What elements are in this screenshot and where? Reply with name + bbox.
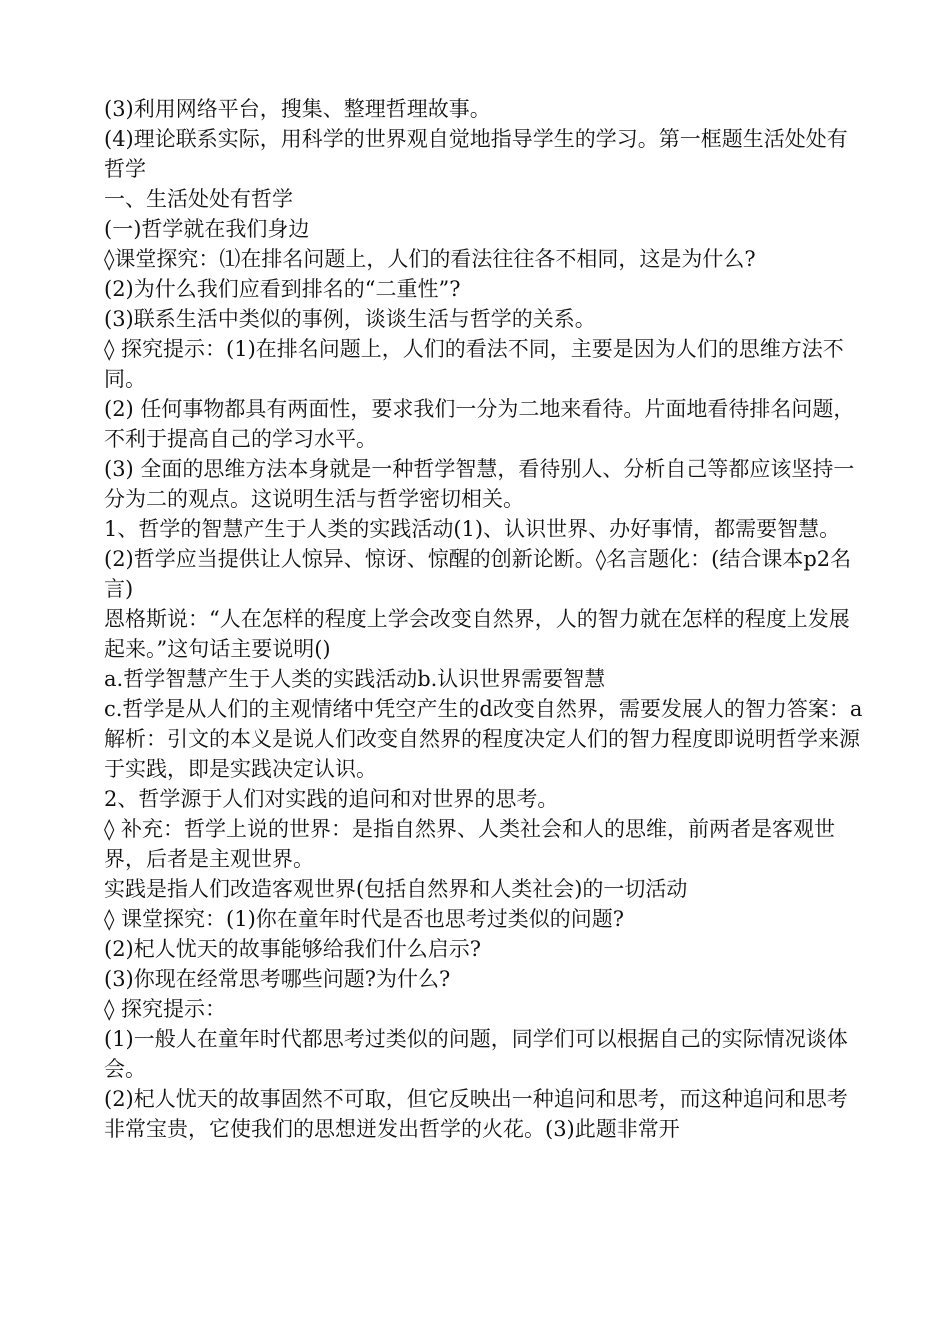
- text-line-9: (2) 任何事物都具有两面性，要求我们一分为二地来看待。片面地看待排名问题，不利于提高自己的学习水平。: [104, 397, 855, 451]
- text-line-15: 解析：引文的本义是说人们改变自然界的程度决定人们的智力程度即说明哲学来源于实践，即是实践决定认识。: [104, 727, 860, 781]
- section-heading: 一、生活处处有哲学: [104, 187, 293, 211]
- text-line-21: (3)你现在经常思考哪些问题?为什么?: [104, 967, 451, 991]
- text-line-16: 2、哲学源于人们对实践的追问和对世界的思考。: [104, 787, 559, 811]
- text-line-22: ◊ 探究提示：: [104, 997, 227, 1021]
- text-line-2: (4)理论联系实际，用科学的世界观自觉地指导学生的学习。第一框题生活处处有哲学: [104, 127, 848, 181]
- text-line-6: (2)为什么我们应看到排名的“二重性”?: [104, 277, 461, 301]
- subsection-heading: (一)哲学就在我们身边: [104, 217, 310, 241]
- text-line-13: a.哲学智慧产生于人类的实践活动b.认识世界需要智慧: [104, 667, 606, 691]
- text-line-14: c.哲学是从人们的主观情绪中凭空产生的d改变自然界，需要发展人的智力答案：a: [104, 697, 863, 721]
- text-line-12: 恩格斯说：“人在怎样的程度上学会改变自然界，人的智力就在怎样的程度上发展起来。”这句话主要说明(): [104, 607, 850, 661]
- text-line-7: (3)联系生活中类似的事例，谈谈生活与哲学的关系。: [104, 307, 596, 331]
- document-page: [104, 94, 864, 1144]
- text-line-8: ◊ 探究提示：(1)在排名问题上，人们的看法不同，主要是因为人们的思维方法不同。: [104, 337, 844, 391]
- text-line-18: 实践是指人们改造客观世界(包括自然界和人类社会)的一切活动: [104, 877, 688, 901]
- text-line-23: (1)一般人在童年时代都思考过类似的问题，同学们可以根据自己的实际情况谈体会。: [104, 1027, 848, 1081]
- text-line-17: ◊ 补充：哲学上说的世界：是指自然界、人类社会和人的思维，前两者是客观世界，后者是主观世界。: [104, 817, 836, 871]
- text-line-11: 1、哲学的智慧产生于人类的实践活动(1)、认识世界、办好事情，都需要智慧。(2)哲学应当提供让人惊异、惊讶、惊醒的创新论断。◊名言题化：(结合课本p2名言): [104, 517, 852, 601]
- text-line-20: (2)杞人忧天的故事能够给我们什么启示?: [104, 937, 482, 961]
- text-line-24: (2)杞人忧天的故事固然不可取，但它反映出一种追问和思考，而这种追问和思考非常宝贵，它使我们的思想迸发出哲学的火花。(3)此题非常开: [104, 1087, 848, 1141]
- text-line-19: ◊ 课堂探究：(1)你在童年时代是否也思考过类似的问题?: [104, 907, 625, 931]
- text-line-10: (3) 全面的思维方法本身就是一种哲学智慧，看待别人、分析自己等都应该坚持一分为二的观点。这说明生活与哲学密切相关。: [104, 457, 855, 511]
- text-line-1: (3)利用网络平台，搜集、整理哲理故事。: [104, 97, 491, 121]
- text-line-5: ◊课堂探究：⑴在排名问题上，人们的看法往往各不相同，这是为什么?: [104, 247, 756, 271]
